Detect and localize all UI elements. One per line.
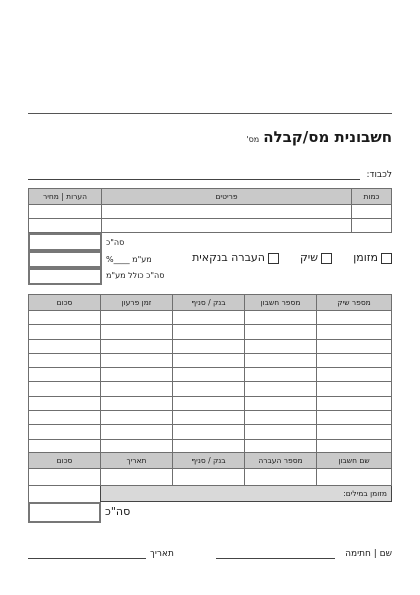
cheques-table [28, 294, 392, 454]
date-label: תאריך [150, 549, 174, 559]
to-field[interactable] [28, 179, 360, 180]
table-row[interactable] [29, 339, 392, 353]
empty-cell [29, 486, 101, 502]
col-account-number: מספר חשבון [245, 295, 317, 311]
table-row[interactable] [29, 382, 392, 396]
date-field[interactable] [28, 558, 146, 559]
cheques-header-row [29, 295, 392, 311]
grand-total-label: סה"כ [105, 505, 131, 518]
title-number-label: מס' [246, 135, 260, 144]
col-account-name: שם חשבון [317, 453, 392, 469]
table-row[interactable] [29, 469, 392, 486]
table-row[interactable] [29, 311, 392, 325]
cash-words-row[interactable] [29, 486, 392, 502]
table-row[interactable] [29, 205, 392, 219]
cheque-label: שיק [299, 251, 318, 264]
payment-cash[interactable] [353, 251, 392, 264]
cheque-checkbox[interactable] [321, 253, 332, 264]
bank-transfer-checkbox[interactable] [268, 253, 279, 264]
total-incl-vat-label: סה"כ כולל מע"מ [106, 271, 165, 280]
table-row[interactable] [29, 425, 392, 439]
col-items: פריטים [102, 189, 352, 205]
grand-total-box[interactable] [28, 502, 101, 523]
col-quantity: כמות [352, 189, 392, 205]
table-row[interactable] [29, 219, 392, 233]
vat-box[interactable] [28, 251, 102, 268]
subtotal-label: סה"כ [106, 238, 125, 247]
col-amount: סכום [29, 295, 101, 311]
cash-label: מזומן [353, 251, 378, 264]
total-box[interactable] [28, 268, 102, 285]
top-rule [28, 113, 392, 114]
cash-checkbox[interactable] [381, 253, 392, 264]
transfer-header-row [29, 453, 392, 469]
title-main: חשבונית מס/קבלה [263, 128, 392, 146]
payment-cheque[interactable] [300, 251, 332, 264]
col-bank-branch: בנק / סניף [173, 295, 245, 311]
col-amount: סכום [29, 453, 101, 469]
items-header-row [29, 189, 392, 205]
table-row[interactable] [29, 411, 392, 425]
table-row[interactable] [29, 368, 392, 382]
vat-label: מע"מ ____% [106, 255, 152, 264]
items-table [28, 188, 392, 233]
col-notes-price: הערות | מחיר [29, 189, 102, 205]
transfer-table [28, 452, 392, 502]
col-cheque-number: מספר שיק [317, 295, 392, 311]
col-date: תאריך [101, 453, 173, 469]
name-signature-label: שם | חתימה [345, 549, 392, 559]
document-title [246, 128, 392, 146]
name-signature-field[interactable] [216, 558, 335, 559]
col-due-date: זמן פרעון [101, 295, 173, 311]
table-row[interactable] [29, 396, 392, 410]
table-row[interactable] [29, 325, 392, 339]
to-label: לכבוד: [366, 170, 392, 180]
table-row[interactable] [29, 353, 392, 367]
cash-in-words-field[interactable] [101, 486, 392, 502]
col-transfer-number: מספר העברה [245, 453, 317, 469]
col-bank-branch: בנק / סניף [173, 453, 245, 469]
cash-in-words-label: מזומן במילים: [343, 489, 387, 498]
bank-transfer-label: העברה בנקאית [192, 251, 265, 264]
payment-bank-transfer[interactable] [192, 251, 279, 264]
subtotal-box[interactable] [28, 233, 102, 251]
